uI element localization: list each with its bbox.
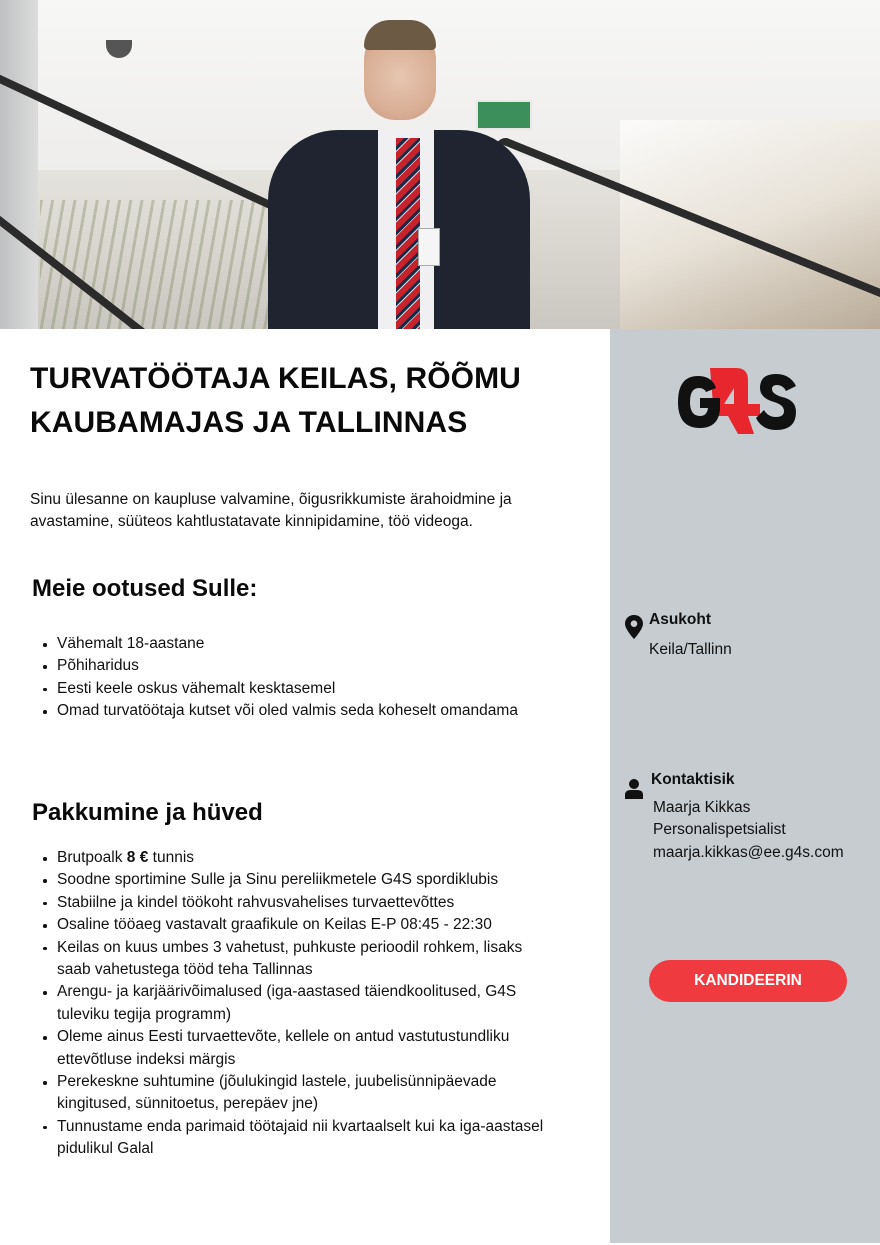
list-item: Oleme ainus Eesti turvaettevõte, kellele on antud vastutustundliku ettevõtluse indeksi märgis	[40, 1026, 560, 1071]
list-item: Perekeskne suhtumine (jõulukingid lastele, juubelisünnipäevade kingitused, sünnitoetus, perepäev jne)	[40, 1071, 560, 1116]
list-item: Vähemalt 18-aastane	[40, 633, 560, 655]
map-pin-icon	[624, 615, 644, 639]
contact-label: Kontaktisik	[651, 771, 735, 788]
job-description	[0, 329, 610, 1245]
hair	[364, 20, 436, 50]
sidebar	[610, 329, 880, 1243]
job-title: TURVATÖÖTAJA KEILAS, RÕÕMU KAUBAMAJAS JA TALLINNAS	[30, 362, 521, 439]
location-label: Asukoht	[649, 611, 711, 628]
contact-email[interactable]: maarja.kikkas@ee.g4s.com	[653, 843, 844, 861]
list-item: Eesti keele oskus vähemalt kesktasemel	[40, 678, 560, 700]
list-item: Osaline tööaeg vastavalt graafikule on Keilas E-P 08:45 - 22:30	[40, 914, 560, 936]
list-item: Stabiilne ja kindel töökoht rahvusvahelises turvaettevõttes	[40, 892, 560, 914]
salary-suffix: tunnis	[148, 849, 195, 866]
expectations-list	[40, 633, 560, 723]
list-item: Keilas on kuus umbes 3 vahetust, puhkuste perioodil rohkem, lisaks saab vahetustega tööd teha Tallinnas	[40, 937, 560, 982]
salary-prefix: Brutpoalk	[57, 849, 127, 866]
id-badge	[418, 228, 440, 266]
job-intro: Sinu ülesanne on kaupluse valvamine, õigusrikkumiste ärahoidmine ja avastamine, süüteos kahtlustatavate kinnipidamine, töö videoga.	[30, 491, 512, 530]
list-item: Omad turvatöötaja kutset või oled valmis seda koheselt omandama	[40, 700, 560, 722]
offer-list	[40, 847, 560, 1161]
contact-role: Personalispetsialist	[653, 821, 786, 839]
apply-button[interactable]: KANDIDEERIN	[649, 960, 847, 1002]
background-wall	[620, 120, 880, 329]
list-item: Tunnustame enda parimaid töötajaid nii kvartaalselt kui ka iga-aastasel pidulikul Galal	[40, 1116, 560, 1161]
list-item: Soodne sportimine Sulle ja Sinu pereliikmetele G4S spordiklubis	[40, 869, 560, 891]
g4s-logo	[676, 366, 800, 438]
location-value: Keila/Tallinn	[649, 641, 732, 658]
list-item: Arengu- ja karjäärivõimalused (iga-aastased täiendkoolitused, G4S tuleviku tegija programm)	[40, 981, 560, 1026]
pillar	[0, 0, 38, 329]
person-icon	[624, 775, 644, 799]
expectations-heading: Meie ootused Sulle:	[32, 575, 258, 602]
hero-photo	[0, 0, 880, 329]
list-item: Põhiharidus	[40, 655, 560, 677]
security-officer-figure	[268, 20, 530, 329]
contact-details	[653, 797, 844, 864]
salary-amount: 8 €	[126, 849, 149, 866]
striped-tie	[396, 138, 420, 329]
list-item-salary	[40, 847, 560, 869]
offer-heading: Pakkumine ja hüved	[32, 799, 263, 826]
plants	[40, 200, 300, 329]
contact-name: Maarja Kikkas	[653, 799, 751, 816]
